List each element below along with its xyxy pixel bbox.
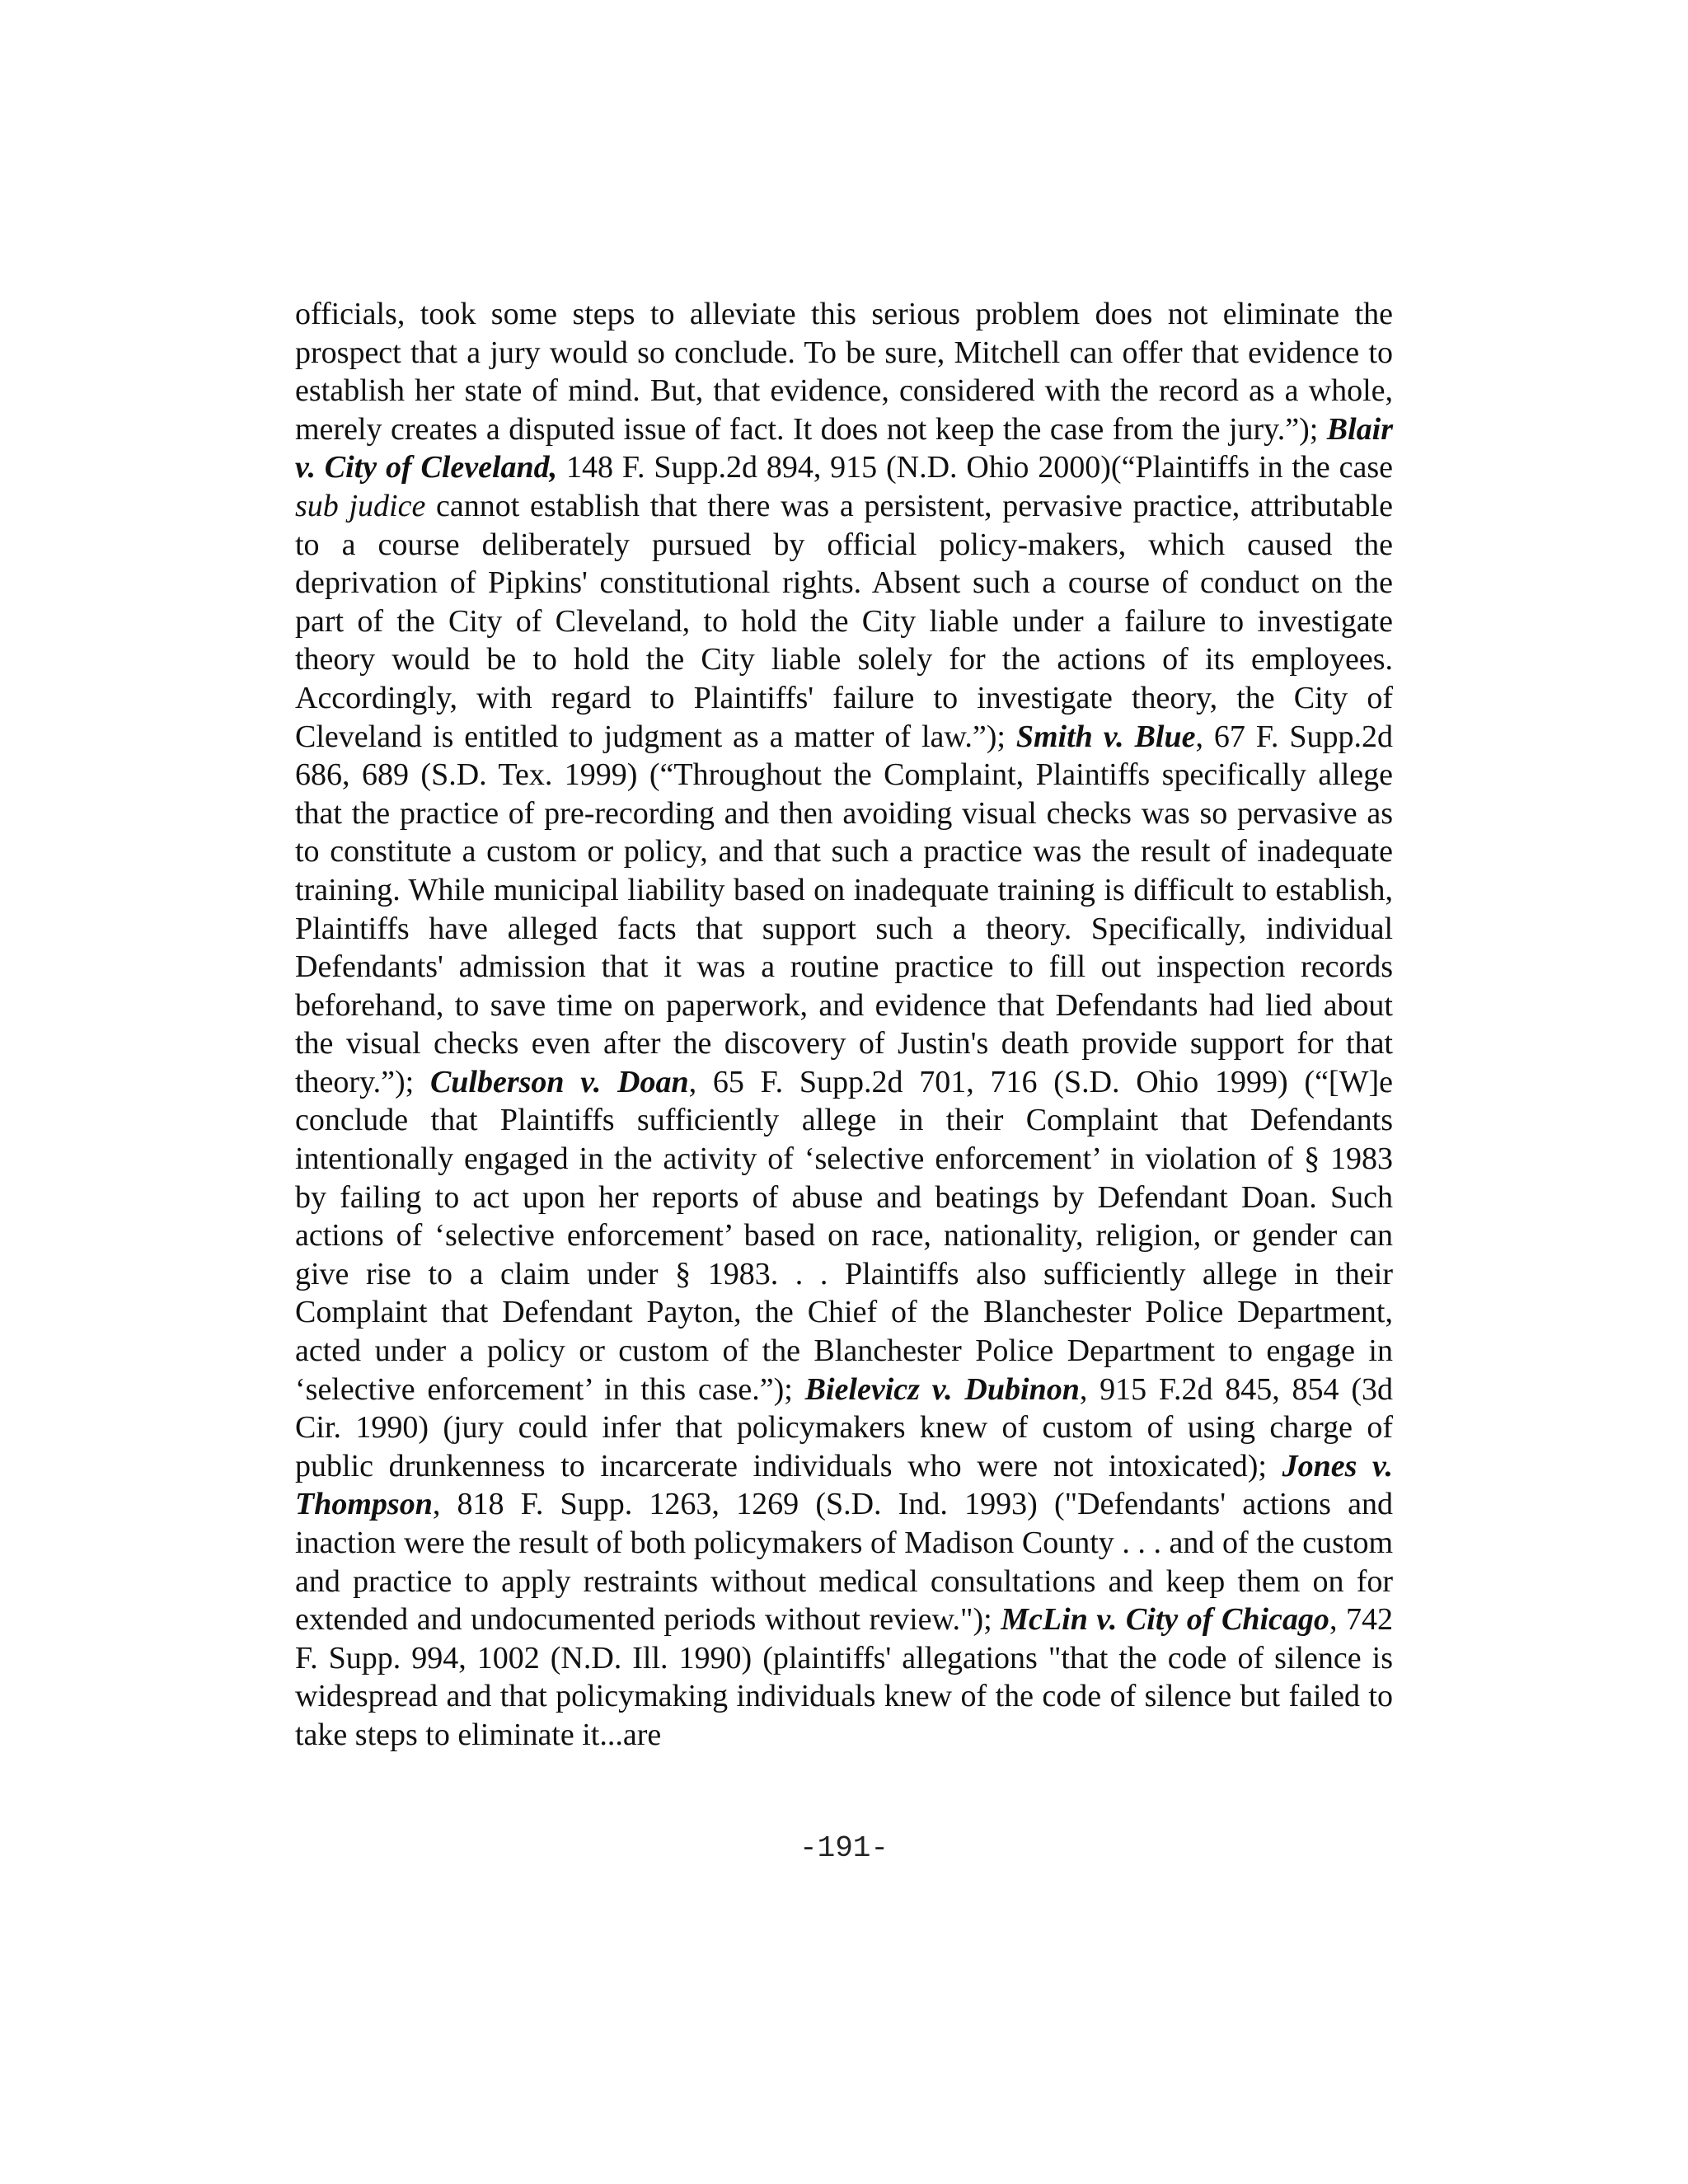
text-segment: cannot establish that there was a persistent, pervasive practice, attributable to a course deliberately pursued by official policy-makers, which caused the deprivation of Pipkins' constitutional rights. Absent such a course of conduct on the part of the City of Cleveland, to hold the City liable under a failure to investigate theory would be to hold the City liable solely for the actions of its employees. Accordingly, with regard to Plaintiffs' failure to investigate theory, the City of Cleveland is entitled to judgment as a matter of law.”);	[295, 488, 1394, 754]
latin-phrase: sub judice	[295, 488, 426, 523]
case-citation-bielevicz: Bielevicz v. Dubinon	[804, 1371, 1080, 1407]
body-paragraph	[295, 295, 1393, 1755]
text-segment: , 818 F. Supp. 1263, 1269 (S.D. Ind. 1993) ("Defendants' actions and inaction were the result of both policymakers of Madison County . . . and of the custom and practice to apply restraints without medical consultations and keep them on for extended and undocumented periods without review.");	[295, 1487, 1393, 1638]
text-segment: officials, took some steps to alleviate this serious problem does not eliminate the prospect that a jury would so conclude. To be sure, Mitchell can offer that evidence to establish her state of mind. But, that evidence, considered with the record as a whole, merely creates a disputed issue of fact. It does not keep the case from the jury.”);	[295, 297, 1393, 447]
case-citation-blair: Blair v. City of Cleveland,	[295, 411, 1393, 485]
text-segment: , 742 F. Supp. 994, 1002 (N.D. Ill. 1990) (plaintiffs' allegations "that the code of silence is widespread and that policymaking individuals knew of the code of silence but failed to take steps to eliminate it...are	[295, 1602, 1394, 1752]
text-segment: , 65 F. Supp.2d 701, 716 (S.D. Ohio 1999) (“[W]e conclude that Plaintiffs sufficiently allege in their Complaint that Defendants intentionally engaged in the activity of ‘selective enforcement’ in violation of § 1983 by failing to act upon her reports of abuse and beatings by Defendant Doan. Such actions of ‘selective enforcement’ based on race, nationality, religion, or gender can give rise to a claim under § 1983. . . Plaintiffs also sufficiently allege in their Complaint that Defendant Payton, the Chief of the Blanchester Police Department, acted under a policy or custom of the Blanchester Police Department to engage in ‘selective enforcement’ in this case.”);	[295, 1064, 1393, 1407]
case-citation-culberson: Culberson v. Doan	[429, 1064, 689, 1099]
case-citation-smith: Smith v. Blue	[1015, 719, 1196, 754]
text-segment: 148 F. Supp.2d 894, 915 (N.D. Ohio 2000)(“Plaintiffs in the case	[557, 450, 1393, 485]
text-segment: , 67 F. Supp.2d 686, 689 (S.D. Tex. 1999) (“Throughout the Complaint, Plaintiffs specifically allege that the practice of pre-recording and then avoiding visual checks was so pervasive as to constitute a custom or policy, and that such a practice was the result of inadequate training. While municipal liability based on inadequate training is difficult to establish, Plaintiffs have alleged facts that support such a theory. Specifically, individual Defendants' admission that it was a routine practice to fill out inspection records beforehand, to save time on paperwork, and evidence that Defendants had lied about the visual checks even after the discovery of Justin's death provide support for that theory.”);	[295, 719, 1393, 1099]
case-citation-jones: Jones v. Thompson	[295, 1448, 1393, 1522]
case-citation-mclin: McLin v. City of Chicago	[1001, 1602, 1329, 1638]
text-segment: , 915 F.2d 845, 854 (3d Cir. 1990) (jury could infer that policymakers knew of custom of using charge of public drunkenness to incarcerate individuals who were not intoxicated);	[295, 1371, 1393, 1483]
page-number: -191-	[799, 1831, 889, 1865]
